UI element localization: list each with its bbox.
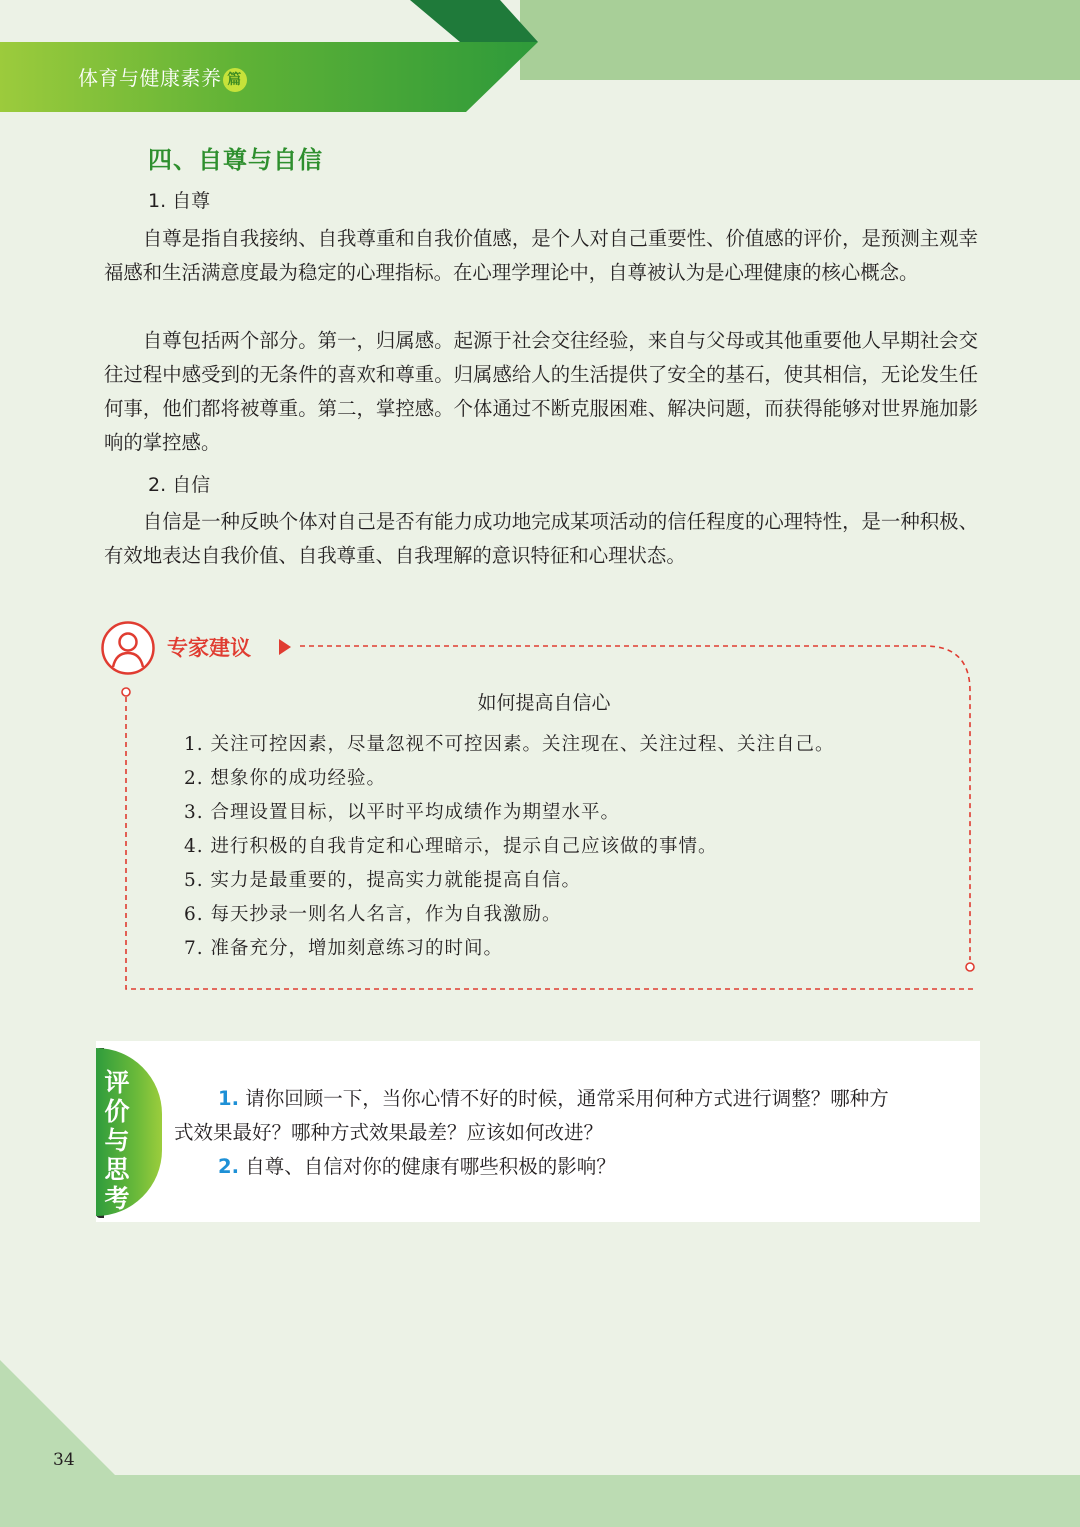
- question-1-line-1: 1. 请你回顾一下，当你心情不好的时候，通常采用何种方式进行调整？哪种方: [218, 1087, 889, 1110]
- advice-item: 1. 关注可控因素，尽量忽视不可控因素。关注现在、关注过程、关注自己。: [184, 734, 835, 755]
- header-title: 体育与健康素养 篇: [78, 61, 247, 95]
- header-badge: 篇: [223, 68, 247, 92]
- advice-item: 6. 每天抄录一则名人名言，作为自我激励。: [184, 904, 562, 925]
- advice-item: 3. 合理设置目标，以平时平均成绩作为期望水平。: [184, 802, 621, 823]
- question-1-number: 1.: [218, 1087, 239, 1110]
- expert-avatar-icon: [100, 620, 156, 676]
- page-number: 34: [53, 1450, 75, 1470]
- advice-item: 5. 实力是最重要的，提高实力就能提高自信。: [184, 870, 582, 891]
- paragraph-confidence-definition: 自信是一种反映个体对自己是否有能力成功地完成某项活动的信任程度的心理特性，是一种积极、有效地表达自我价值、自我尊重、自我理解的意识特征和心理状态。: [104, 510, 978, 567]
- play-arrow-icon: [279, 639, 291, 655]
- subsection-heading-self-esteem: 1. 自尊: [148, 190, 211, 212]
- subsection-heading-confidence: 2. 自信: [148, 474, 211, 496]
- advice-item: 2. 想象你的成功经验。: [184, 768, 387, 789]
- expert-advice-label: 专家建议: [167, 636, 251, 660]
- header-banner: [0, 0, 1080, 120]
- advice-item: 7. 准备充分，增加刻意练习的时间。: [184, 938, 504, 959]
- evaluation-tab-label: 评价与思考: [104, 1068, 130, 1213]
- question-2-number: 2.: [218, 1155, 239, 1178]
- advice-title: 如何提高自信心: [477, 692, 611, 714]
- question-2: 2. 自尊、自信对你的健康有哪些积极的影响？: [218, 1155, 616, 1178]
- question-1-line-2: 式效果最好？哪种方式效果最差？应该如何改进？: [174, 1121, 604, 1144]
- footer-decoration: [0, 1360, 1080, 1527]
- advice-list: [184, 728, 835, 966]
- section-title: 四、自尊与自信: [148, 146, 323, 174]
- paragraph-self-esteem-parts: 自尊包括两个部分。第一，归属感。起源于社会交往经验，来自与父母或其他重要他人早期社会交往过程中感受到的无条件的喜欢和尊重。归属感给人的生活提供了安全的基石，使其相信，无论发生任何事，他们都将被尊重。第二，掌控感。个体通过不断克服困难、解决问题，而获得能够对世界施加影响的掌控感。: [104, 329, 978, 454]
- advice-item: 4. 进行积极的自我肯定和心理暗示，提示自己应该做的事情。: [184, 836, 718, 857]
- paragraph-self-esteem-definition: 自尊是指自我接纳、自我尊重和自我价值感，是个人对自己重要性、价值感的评价，是预测主观幸福感和生活满意度最为稳定的心理指标。在心理学理论中，自尊被认为是心理健康的核心概念。: [104, 227, 978, 284]
